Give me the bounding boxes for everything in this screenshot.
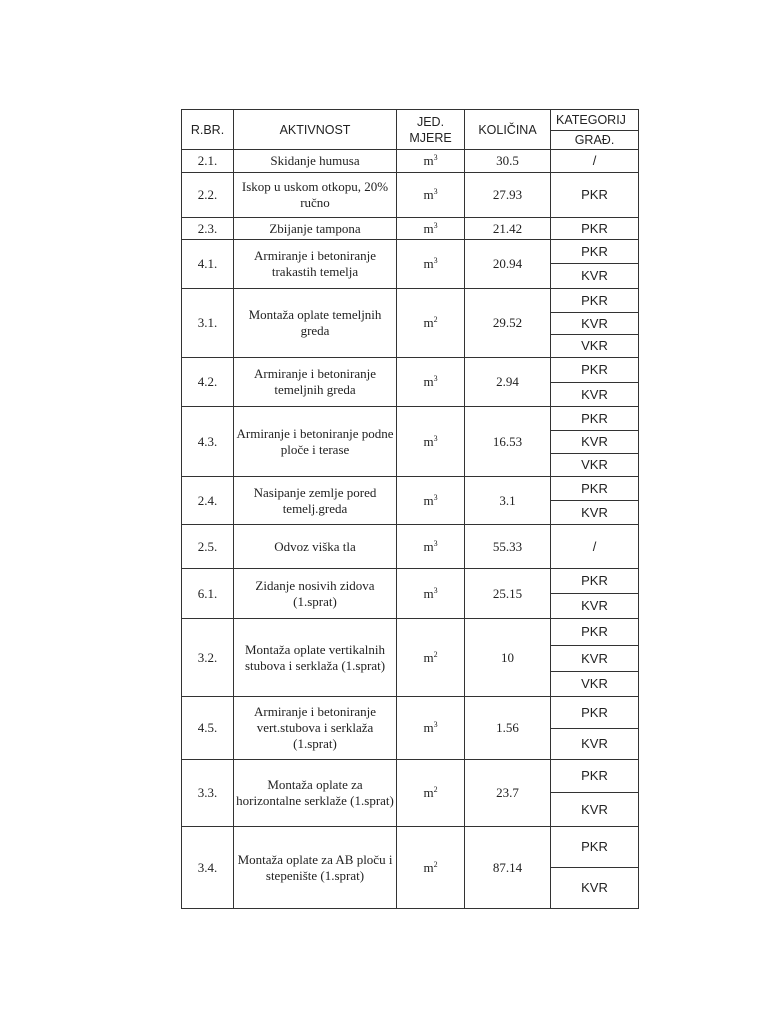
header-aktivnost: AKTIVNOST: [234, 110, 397, 150]
row-kategorija: /: [551, 525, 639, 569]
row-aktivnost: Armiranje i betoniranje vert.stubova i serklaža (1.sprat): [234, 697, 397, 760]
row-rbr: 2.1.: [182, 150, 234, 173]
header-grad: GRAĐ.: [551, 131, 639, 150]
row-kategorija: PKR: [551, 173, 639, 218]
header-rbr: R.BR.: [182, 110, 234, 150]
row-kolicina: 10: [465, 619, 551, 697]
row-kolicina: 2.94: [465, 358, 551, 407]
row-unit: [397, 358, 465, 407]
row-kategorija: PKR: [551, 358, 639, 383]
row-unit: [397, 218, 465, 240]
row-rbr: 3.3.: [182, 760, 234, 827]
activities-table: [181, 109, 639, 909]
row-rbr: 3.2.: [182, 619, 234, 697]
unit-symbol: m: [423, 649, 434, 665]
row-aktivnost: Montaža oplate temeljnih greda: [234, 289, 397, 358]
row-rbr: 4.1.: [182, 240, 234, 289]
row-kategorija: VKR: [551, 672, 639, 697]
unit-symbol: m: [423, 785, 434, 800]
row-unit: [397, 477, 465, 525]
row-kategorija: KVR: [551, 431, 639, 454]
row-kategorija: PKR: [551, 760, 639, 793]
row-rbr: 2.5.: [182, 525, 234, 569]
row-aktivnost: Zidanje nosivih zidova (1.sprat): [234, 569, 397, 619]
row-aktivnost: Skidanje humusa: [234, 150, 397, 173]
unit-symbol: m: [423, 315, 434, 330]
unit-exponent: 2: [433, 785, 438, 794]
row-unit: [397, 150, 465, 173]
row-kategorija: PKR: [551, 477, 639, 501]
row-kategorija: PKR: [551, 218, 639, 240]
unit-exponent: 3: [433, 585, 438, 595]
unit-exponent: 3: [433, 720, 438, 729]
unit-symbol: m: [423, 374, 434, 389]
row-aktivnost: Nasipanje zemlje pored temelj.greda: [234, 477, 397, 525]
row-kolicina: 3.1: [465, 477, 551, 525]
table-row: [182, 289, 639, 313]
row-unit: [397, 827, 465, 909]
row-unit: [397, 525, 465, 569]
row-aktivnost: Odvoz viška tla: [234, 525, 397, 569]
unit-symbol: m: [423, 256, 434, 271]
table-row: [182, 619, 639, 646]
unit-symbol: m: [423, 153, 434, 168]
row-kategorija: PKR: [551, 569, 639, 594]
row-kategorija: PKR: [551, 619, 639, 646]
row-kategorija: /: [551, 150, 639, 173]
row-rbr: 2.2.: [182, 173, 234, 218]
unit-exponent: 2: [433, 859, 438, 869]
row-kategorija: KVR: [551, 594, 639, 619]
unit-exponent: 3: [433, 153, 438, 162]
unit-exponent: 3: [433, 256, 438, 265]
header-kolicina: KOLIČINA: [465, 110, 551, 150]
table-row: [182, 477, 639, 501]
unit-exponent: 2: [433, 315, 438, 324]
table-row: [182, 569, 639, 594]
table-row: [182, 697, 639, 729]
row-kategorija: VKR: [551, 335, 639, 358]
row-rbr: 3.1.: [182, 289, 234, 358]
row-unit: [397, 569, 465, 619]
row-unit: [397, 407, 465, 477]
table-row: [182, 407, 639, 431]
row-rbr: 4.5.: [182, 697, 234, 760]
header-kategorija: KATEGORIJ: [551, 110, 639, 131]
table-row: [182, 760, 639, 793]
unit-symbol: m: [423, 433, 434, 449]
row-kategorija: KVR: [551, 793, 639, 827]
unit-symbol: m: [423, 220, 434, 236]
row-kolicina: 1.56: [465, 697, 551, 760]
unit-symbol: m: [423, 492, 434, 508]
row-unit: [397, 619, 465, 697]
row-kategorija: PKR: [551, 827, 639, 868]
row-aktivnost: Montaža oplate za horizontalne serklaže (1.sprat): [234, 760, 397, 827]
unit-symbol: m: [423, 187, 434, 202]
table-row: [182, 218, 639, 240]
unit-symbol: m: [423, 859, 434, 875]
unit-symbol: m: [423, 720, 434, 735]
unit-exponent: 2: [433, 649, 438, 659]
unit-exponent: 3: [433, 433, 438, 443]
table-row: [182, 827, 639, 868]
unit-exponent: 3: [433, 538, 438, 548]
row-kategorija: PKR: [551, 289, 639, 313]
row-kolicina: 21.42: [465, 218, 551, 240]
row-aktivnost: Armiranje i betoniranje temeljnih greda: [234, 358, 397, 407]
row-unit: [397, 289, 465, 358]
row-kolicina: 27.93: [465, 173, 551, 218]
row-aktivnost: Montaža oplate vertikalnih stubova i serklaža (1.sprat): [234, 619, 397, 697]
row-rbr: 2.3.: [182, 218, 234, 240]
row-aktivnost: Zbijanje tampona: [234, 218, 397, 240]
unit-exponent: 3: [433, 374, 438, 383]
row-kategorija: PKR: [551, 697, 639, 729]
table-body: [182, 150, 639, 909]
table-row: [182, 240, 639, 264]
row-kategorija: KVR: [551, 313, 639, 335]
table-row: [182, 525, 639, 569]
row-kategorija: KVR: [551, 383, 639, 407]
row-aktivnost: Iskop u uskom otkopu, 20% ručno: [234, 173, 397, 218]
row-rbr: 6.1.: [182, 569, 234, 619]
unit-symbol: m: [423, 538, 434, 554]
row-kategorija: KVR: [551, 646, 639, 672]
unit-exponent: 3: [433, 187, 438, 196]
row-kategorija: KVR: [551, 501, 639, 525]
row-kategorija: PKR: [551, 240, 639, 264]
row-unit: [397, 173, 465, 218]
row-aktivnost: Armiranje i betoniranje trakastih temelja: [234, 240, 397, 289]
unit-symbol: m: [423, 585, 434, 601]
header-jed-mjere: [397, 110, 465, 150]
row-kategorija: KVR: [551, 264, 639, 289]
row-kategorija: PKR: [551, 407, 639, 431]
row-rbr: 4.2.: [182, 358, 234, 407]
unit-exponent: 3: [433, 492, 438, 502]
row-aktivnost: Montaža oplate za AB ploču i stepenište (1.sprat): [234, 827, 397, 909]
row-unit: [397, 760, 465, 827]
row-kolicina: 16.53: [465, 407, 551, 477]
row-rbr: 4.3.: [182, 407, 234, 477]
row-kolicina: 25.15: [465, 569, 551, 619]
row-unit: [397, 697, 465, 760]
row-kolicina: 29.52: [465, 289, 551, 358]
unit-exponent: 3: [433, 220, 438, 230]
header-jed-line1: JED.: [416, 114, 445, 129]
row-rbr: 3.4.: [182, 827, 234, 909]
row-kolicina: 30.5: [465, 150, 551, 173]
row-kolicina: 55.33: [465, 525, 551, 569]
row-kategorija: KVR: [551, 729, 639, 760]
header-jed-line2: MJERE: [409, 130, 452, 145]
table-row: [182, 358, 639, 383]
row-unit: [397, 240, 465, 289]
row-kolicina: 87.14: [465, 827, 551, 909]
row-kolicina: 20.94: [465, 240, 551, 289]
row-kolicina: 23.7: [465, 760, 551, 827]
table-row: [182, 173, 639, 218]
table-row: [182, 150, 639, 173]
row-kategorija: KVR: [551, 868, 639, 909]
row-kategorija: VKR: [551, 454, 639, 477]
row-rbr: 2.4.: [182, 477, 234, 525]
row-aktivnost: Armiranje i betoniranje podne ploče i terase: [234, 407, 397, 477]
